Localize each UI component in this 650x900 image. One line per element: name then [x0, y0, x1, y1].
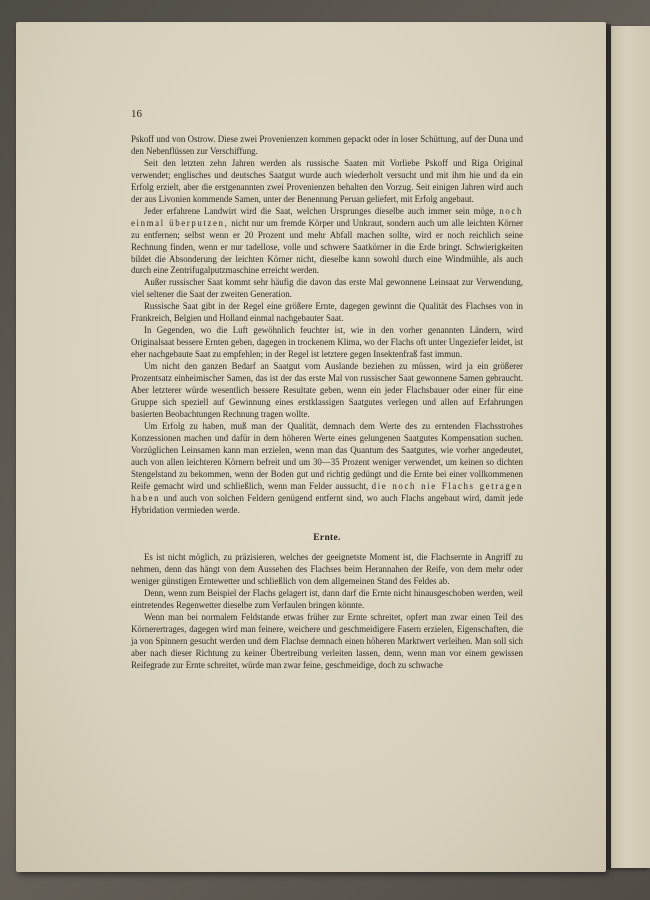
paragraph-7: Um nicht den ganzen Bedarf an Saatgut vom Auslande beziehen zu müssen, wird ja ein größerer Prozentsatz einheimischer Samen, das ist der das erste Mal von russischer Saat gewonnene Samen gebraucht. Aber letzterer würde wesentlich bessere Resultate geben, wenn ein jeder Flachsbauer oder einer für eine Gruppe sich speziell auf Gewinnung eines erstklassigen Saatgutes verlegen und allen auf Erfahrungen basierten Beobachtungen Rechnung tragen wollte. [131, 361, 523, 419]
adjacent-page-edge [611, 26, 650, 868]
page-body [131, 134, 523, 672]
paragraph-11: Wenn man bei normalem Feldstande etwas früher zur Ernte schreitet, opfert man zwar einen Teil des Körnerertrages, dagegen wird man feinere, weichere und geschmeidigere Fasern erzielen, Eigenschaften, die ja von Spinnern gesucht werden und dem Flachse demnach einen höheren Marktwert verleihen. Man soll sich aber nach dieser Richtung zu keiner Übertreibung verleiten lassen, denn, wenn man vor einem gewissen Reifegrade zur Ernte schreitet, würde man zwar feine, geschmeidige, doch zu schwache [131, 612, 523, 671]
paragraph-9: Es ist nicht möglich, zu präzisieren, welches der geeignetste Moment ist, die Flachsernte in Angriff zu nehmen, denn das hängt von dem Aussehen des Flachses beim Herannahen der Reife, von dem mehr oder weniger günstigen Erntewetter und schließlich von dem allgemeinen Stand des Feldes ab. [131, 552, 523, 587]
page-number: 16 [131, 108, 142, 120]
section-heading: Ernte. [313, 532, 341, 543]
paragraph-8-part-1: Um Erfolg zu haben, muß man der Qualität, demnach dem Werte des zu erntenden Flachsstrohes Konzessionen machen und dafür in dem höheren Werte eines gelungenen Saatgutes Kompensation suchen. Vorzüglichen Leinsamen kann man erzielen, wenn man das Quantum des Saatgutes, wie vorher angedeutet, auch von allen leichteren Körnern befreit und um 30—35 Prozent weniger verwendet, um keinen so dichten Stengelstand zu bekommen, wenn der Boden gut und richtig gedüngt und die Ernte bei einer vollkommenen Reife gemacht wird und schließlich, wenn man Felder aussucht, [131, 420, 523, 491]
paragraph-8-part-2: und auch von solchen Feldern genügend entfernt sind, wo auch Flachs angebaut wird, damit jede Hybridation vermieden werde. [131, 492, 524, 515]
paragraph-3-part-2: nicht nur um fremde Körper und Unkraut, sondern auch um alle leichten Körner zu entfernen; selbst wenn er 20 Prozent und mehr Abfall machen sollte, wird er noch reichlich seine Rechnung finden, wenn er nur tadellose, volle und schwere Saatkörner in die Erde bringt. Schwierigkeiten bildet die Absonderung der leichten Körner nicht, dieselbe kann sowohl durch eine Windmühle, als auch durch eine Zentrifugalputzmaschine erreicht werden. [131, 217, 523, 276]
emphasized-text: noch einmal überputzen, [131, 205, 524, 228]
paragraph-3-part-1: Jeder erfahrene Landwirt wird die Saat, welchen Ursprunges dieselbe auch immer sein möge, [144, 205, 496, 216]
paragraph-6: In Gegenden, wo die Luft gewöhnlich feuchter ist, wie in den vorher genannten Ländern, wird Originalsaat bessere Ernten geben, dagegen in trockenem Klima, wo der Flachs oft unter Ungeziefer leidet, ist eher nachgebaute Saat zu empfehlen; in der Regel ist letztere gegen Insektenfraß fast immun. [131, 325, 523, 360]
paragraph-5: Russische Saat gibt in der Regel eine größere Ernte, dagegen gewinnt die Qualität des Flachses von in Frankreich, Belgien und Holland einmal nachgebauter Saat. [131, 301, 523, 324]
paragraph-1: Pskoff und von Ostrow. Diese zwei Provenienzen kommen gepackt oder in loser Schüttung, auf der Duna und den Nebenflüssen zur Verschiffung. [131, 134, 523, 156]
paragraph-8 [131, 421, 523, 517]
paragraph-4: Außer russischer Saat kommt sehr häufig die davon das erste Mal gewonnene Leinsaat zur Verwendung, viel seltener die Saat der zweiten Generation. [131, 277, 523, 300]
emphasized-text: die noch nie Flachs getragen haben [131, 480, 523, 503]
paragraph-2: Seit den letzten zehn Jahren werden als russische Saaten mit Vorliebe Pskoff und Riga Original verwendet; englisches und deutsches Saatgut wurde auch wiederholt versucht und mit ihm hie und da ein Erfolg erzielt, aber die erstgenannten zwei Provenienzen behalten den Vorzug. Seit einigen Jahren wird auch der aus Livonien kommende Samen, unter der Benennung Peruan geliefert, mit Erfolg angebaut. [131, 157, 523, 204]
paragraph-10: Denn, wenn zum Beispiel der Flachs gelagert ist, dann darf die Ernte nicht hinausgeschoben werden, weil eintretendes Regenwetter dieselbe zum Verfaulen bringen könnte. [131, 588, 523, 611]
paragraph-3 [131, 206, 523, 278]
